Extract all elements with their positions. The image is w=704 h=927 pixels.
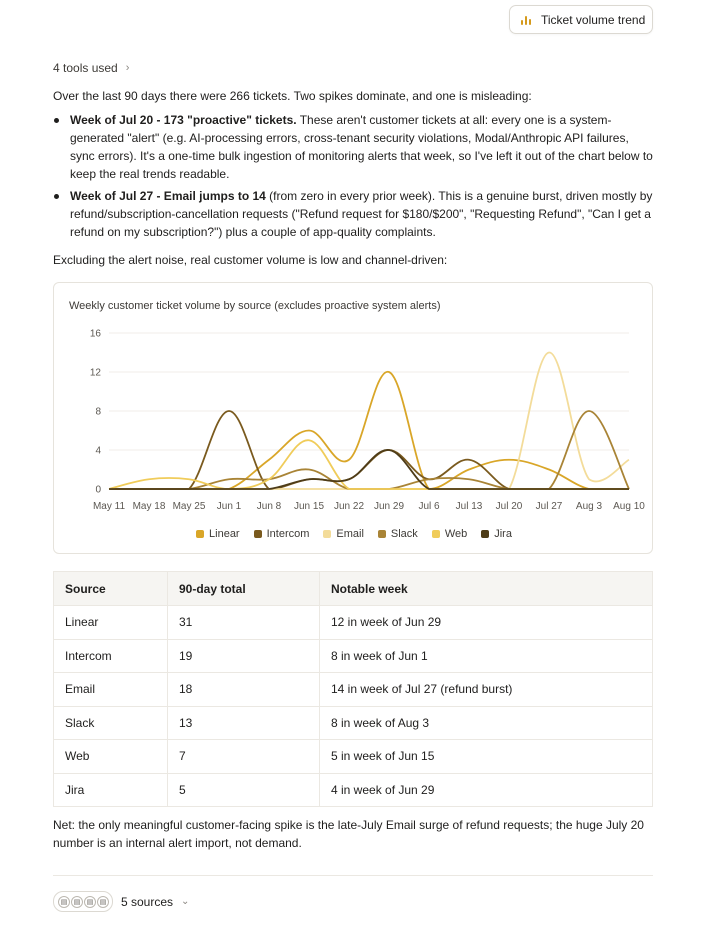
document-icon: ▤ (58, 896, 70, 908)
chevron-down-icon: ⌄ (181, 896, 190, 907)
x-tick-label: May 11 (92, 501, 126, 512)
x-tick-label: Jun 15 (293, 501, 325, 512)
table-header-row (54, 572, 653, 606)
column-header: Source (54, 572, 168, 606)
legend-swatch (378, 530, 386, 538)
bar-chart-icon (518, 12, 534, 28)
artifact-chip-ticket-volume-trend[interactable] (509, 5, 653, 34)
x-tick-label: Jul 13 (455, 501, 483, 512)
legend-item-email (323, 528, 364, 540)
y-tick-label: 8 (95, 406, 101, 418)
table-cell: 5 (168, 773, 320, 807)
table-cell: 5 in week of Jun 15 (320, 740, 653, 774)
table-cell: Linear (54, 606, 168, 640)
table-cell: 12 in week of Jun 29 (320, 606, 653, 640)
y-tick-label: 12 (89, 367, 101, 379)
legend-swatch (254, 530, 262, 538)
column-header: 90-day total (168, 572, 320, 606)
series-line-email (109, 352, 629, 489)
legend-label: Slack (390, 528, 418, 540)
y-tick-label: 0 (95, 484, 101, 496)
divider (53, 875, 653, 876)
y-tick-label: 16 (89, 328, 101, 340)
lead-in-paragraph: Excluding the alert noise, real customer volume is low and channel-driven: (53, 253, 448, 267)
chart-card (53, 282, 653, 554)
legend-label: Web (444, 528, 468, 540)
legend-swatch (323, 530, 331, 538)
table-cell: Jira (54, 773, 168, 807)
table-cell: 19 (168, 639, 320, 673)
bullet-heading: Week of Jul 20 - 173 "proactive" tickets. (70, 113, 297, 127)
tools-used-toggle[interactable] (53, 61, 129, 75)
source-summary-table (53, 571, 653, 807)
legend-label: Jira (494, 528, 512, 540)
legend-label: Linear (209, 528, 240, 540)
bullet-text: (from zero in every prior week). This is a genuine burst, driven mostly by refund/subscription-cancellation requests ("Refund request for $180/$200", "Requesting Refund", "Can I get a refund on my subscription?") plus a couple of app-quality complaints. (70, 189, 653, 239)
chevron-right-icon: › (125, 62, 130, 74)
column-header: Notable week (320, 572, 653, 606)
line-chart (54, 283, 654, 523)
bullet-heading: Week of Jul 27 - Email jumps to 14 (70, 189, 266, 203)
x-tick-label: Aug 3 (575, 501, 603, 512)
legend-label: Intercom (266, 528, 310, 540)
bullet-text: These aren't customer tickets at all: every one is a system-generated "alert" (e.g. AI-processing errors, cross-tenant security violations, Modal/Anthropic API failures, sync errors). It's a one-time bulk ingestion of monitoring alerts that week, so I've left it out of the chart below to keep the real trends readable. (70, 113, 653, 181)
table-row (54, 706, 653, 740)
table-cell: Intercom (54, 639, 168, 673)
table-cell: 18 (168, 673, 320, 707)
source-icons (53, 891, 113, 912)
x-tick-label: May 25 (172, 501, 206, 512)
legend-swatch (481, 530, 489, 538)
table-cell: Web (54, 740, 168, 774)
x-tick-label: Jul 6 (418, 501, 440, 512)
x-tick-label: Jun 29 (373, 501, 405, 512)
series-line-web (109, 440, 629, 489)
document-icon: ▤ (71, 896, 83, 908)
sources-label: 5 sources (121, 894, 174, 909)
x-tick-label: Jun 8 (256, 501, 282, 512)
net-summary-paragraph: Net: the only meaningful customer-facing spike is the late-July Email surge of refund requests; the huge July 20 number is an internal alert import, not demand. (53, 818, 644, 850)
legend-item-web (432, 528, 467, 540)
y-tick-label: 4 (95, 445, 101, 457)
table-row (54, 673, 653, 707)
table-row (54, 606, 653, 640)
table-cell: 8 in week of Jun 1 (320, 639, 653, 673)
chart-legend (54, 528, 654, 540)
legend-item-intercom (254, 528, 310, 540)
x-tick-label: Aug 10 (613, 501, 645, 512)
legend-label: Email (336, 528, 364, 540)
table-row (54, 740, 653, 774)
legend-swatch (432, 530, 440, 538)
legend-swatch (196, 530, 204, 538)
x-tick-label: Jul 20 (495, 501, 523, 512)
tools-used-label: 4 tools used (53, 61, 118, 75)
x-tick-label: May 18 (132, 501, 166, 512)
document-icon: ▤ (97, 896, 109, 908)
chart-title: Weekly customer ticket volume by source (excludes proactive system alerts) (69, 300, 441, 312)
artifact-chip-label: Ticket volume trend (541, 12, 646, 27)
x-tick-label: Jul 27 (535, 501, 563, 512)
spike-list (53, 111, 653, 245)
table-cell: 7 (168, 740, 320, 774)
sources-toggle[interactable] (53, 891, 189, 912)
table-row (54, 639, 653, 673)
document-icon: ▤ (84, 896, 96, 908)
legend-item-linear (196, 528, 240, 540)
table-cell: 14 in week of Jul 27 (refund burst) (320, 673, 653, 707)
table-row (54, 773, 653, 807)
table-cell: 8 in week of Aug 3 (320, 706, 653, 740)
legend-item-jira (481, 528, 512, 540)
table-cell: Email (54, 673, 168, 707)
table-cell: Slack (54, 706, 168, 740)
list-item (53, 187, 653, 241)
list-item (53, 111, 653, 183)
table-cell: 13 (168, 706, 320, 740)
table-cell: 4 in week of Jun 29 (320, 773, 653, 807)
x-tick-label: Jun 1 (216, 501, 242, 512)
intro-paragraph: Over the last 90 days there were 266 tickets. Two spikes dominate, and one is misleading: (53, 89, 532, 103)
x-tick-label: Jun 22 (333, 501, 365, 512)
legend-item-slack (378, 528, 418, 540)
table-cell: 31 (168, 606, 320, 640)
series-line-linear (109, 372, 629, 489)
